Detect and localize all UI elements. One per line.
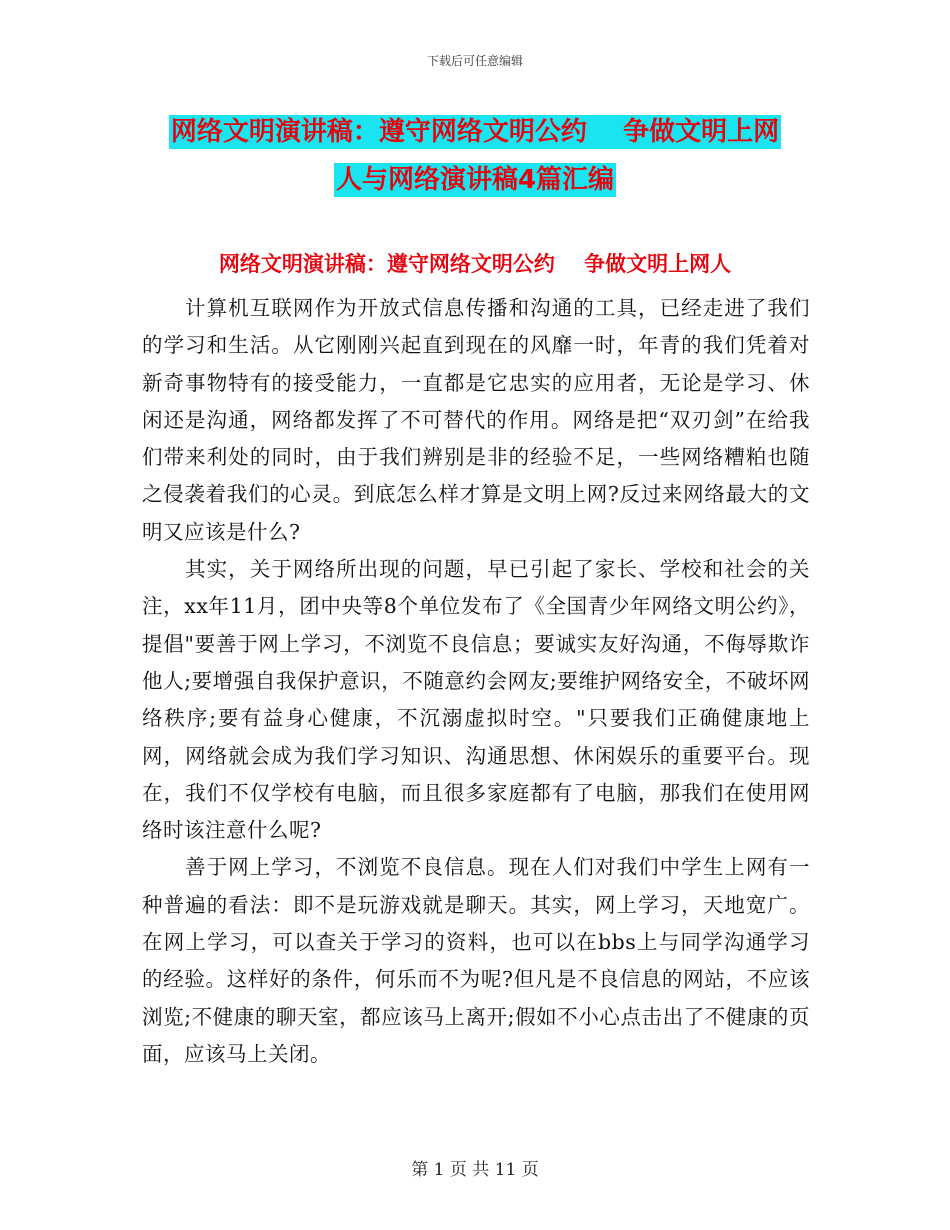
document-title	[150, 108, 800, 204]
paragraph: 计算机互联网作为开放式信息传播和沟通的工具，已经走进了我们的学习和生活。从它刚刚兴起直到现在的风靡一时，年青的我们凭着对新奇事物特有的接受能力，一直都是它忠实的应用者，无论是学习、休闲还是沟通，网络都发挥了不可替代的作用。网络是把“双刃剑”在给我们带来利处的同时，由于我们辨别是非的经验不足，一些网络糟粕也随之侵袭着我们的心灵。到底怎么样才算是文明上网?反过来网络最大的文明又应该是什么?	[142, 296, 810, 544]
document-title-line-2: 人与网络演讲稿4篇汇编	[335, 165, 615, 195]
document-title-line-1: 网络文明演讲稿：遵守网络文明公约 争做文明上网	[170, 117, 780, 147]
paragraph: 其实，关于网络所出现的问题，早已引起了家长、学校和社会的关注，xx年11月，团中央等8个单位发布了《全国青少年网络文明公约》，提倡"要善于网上学习，不浏览不良信息；要诚实友好沟通，不侮辱欺诈他人;要增强自我保护意识，不随意约会网友;要维护网络安全，不破坏网络秩序;要有益身心健康，不沉溺虚拟时空。"只要我们正确健康地上网，网络就会成为我们学习知识、沟通思想、休闲娱乐的重要平台。现在，我们不仅学校有电脑，而且很多家庭都有了电脑，那我们在使用网络时该注意什么呢?	[142, 557, 810, 843]
page-number-footer: 第 1 页 共 11 页	[411, 1160, 539, 1180]
header-note: 下载后可任意编辑	[426, 54, 523, 68]
paragraph: 善于网上学习，不浏览不良信息。现在人们对我们中学生上网有一种普遍的看法：即不是玩游戏就是聊天。其实，网上学习，天地宽广。在网上学习，可以查关于学习的资料，也可以在bbs上与同学沟通学习的经验。这样好的条件，何乐而不为呢?但凡是不良信息的网站，不应该浏览;不健康的聊天室，都应该马上离开;假如不小心点击出了不健康的页面，应该马上关闭。	[142, 855, 810, 1066]
body-text	[142, 290, 810, 1073]
section-heading: 网络文明演讲稿：遵守网络文明公约 争做文明上网人	[218, 252, 732, 276]
